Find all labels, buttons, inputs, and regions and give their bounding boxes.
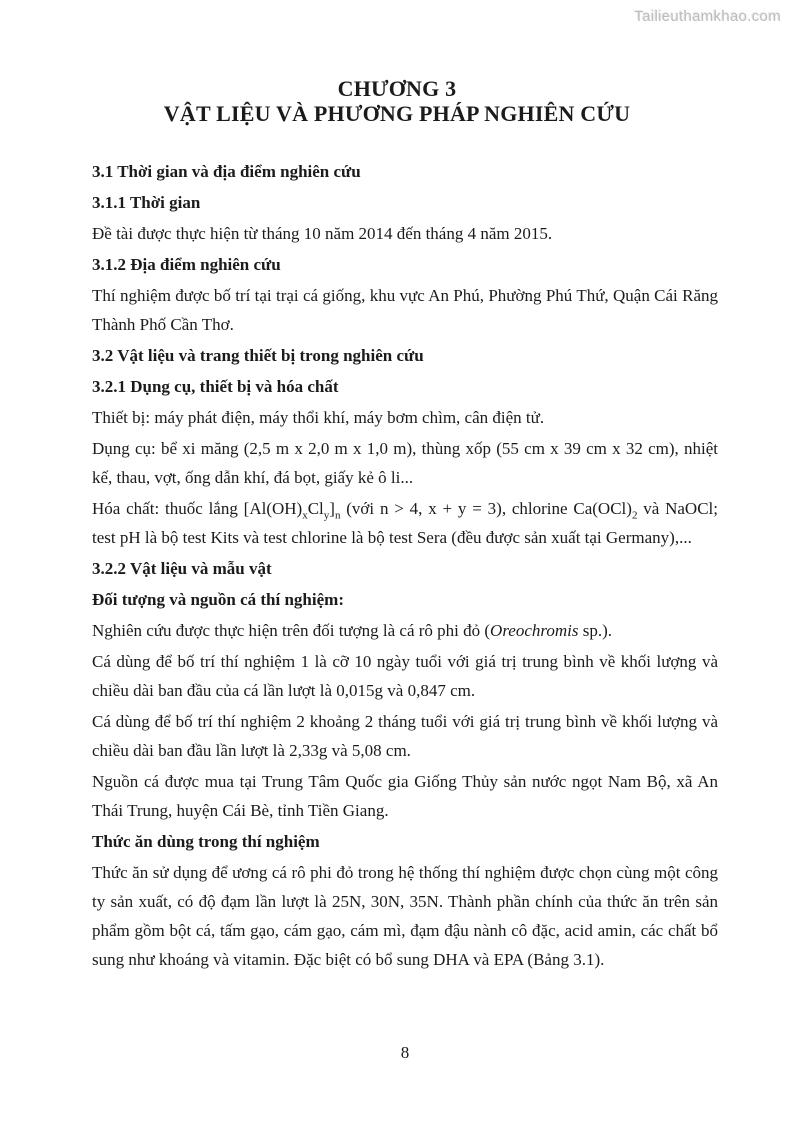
section-heading: 3.1.1 Thời gian — [92, 193, 201, 212]
paragraph: Hóa chất: thuốc lắng $[Al(OH)_xCl_y]_n$ (với n > 4, x + y = 3), chlorine $Ca(OCl)_2$ và NaOCl; test pH là bộ test Kits và test chlorine là bộ test Sera (đều được sản xuất tại Germany),... — [92, 499, 718, 547]
section-heading: 3.2.2 Vật liệu và mẫu vật — [92, 559, 272, 578]
paragraph: Thiết bị: máy phát điện, máy thổi khí, máy bơm chìm, cân điện tử. — [92, 408, 545, 427]
paragraph: Nguồn cá được mua tại Trung Tâm Quốc gia Giống Thủy sản nước ngọt Nam Bộ, xã An Thái Trung, huyện Cái Bè, tỉnh Tiền Giang. — [92, 772, 718, 820]
watermark-text: Tailieuthamkhao.com — [634, 8, 781, 25]
page-number: 8 — [400, 1043, 410, 1062]
chapter-number: CHƯƠNG 3 — [337, 76, 457, 101]
paragraph: Thức ăn sử dụng để ương cá rô phi đỏ trong hệ thống thí nghiệm được chọn cùng một công ty sản xuất, có độ đạm lần lượt là 25N, 30N, 35N. Thành phần chính của thức ăn trên sản phẩm gồm bột cá, tấm gạo, cám gạo, cám mì, đạm đậu nành cô đặc, acid amin, các chất bổ sung như khoáng và vitamin. Đặc biệt có bổ sung DHA và EPA (Bảng 3.1). — [92, 863, 718, 969]
section-heading: 3.1 Thời gian và địa điểm nghiên cứu — [92, 162, 361, 181]
section-heading: Đối tượng và nguồn cá thí nghiệm: — [92, 590, 344, 609]
section-heading: 3.1.2 Địa điểm nghiên cứu — [92, 255, 281, 274]
paragraph: Cá dùng để bố trí thí nghiệm 2 khoảng 2 tháng tuổi với giá trị trung bình về khối lượng và chiều dài ban đầu lần lượt là 2,33g và 5,08 cm. — [92, 712, 718, 760]
paragraph: Cá dùng để bố trí thí nghiệm 1 là cỡ 10 ngày tuổi với giá trị trung bình về khối lượng và chiều dài ban đầu của cá lần lượt là 0,015g và 0,847 cm. — [92, 652, 718, 700]
document-body — [92, 157, 718, 974]
chapter-name: VẬT LIỆU VÀ PHƯƠNG PHÁP NGHIÊN CỨU — [163, 101, 631, 126]
paragraph: Dụng cụ: bể xi măng (2,5 m x 2,0 m x 1,0 m), thùng xốp (55 cm x 39 cm x 32 cm), nhiệt kế, thau, vợt, ống dẫn khí, đá bọt, giấy kẻ ô li... — [92, 439, 718, 487]
paragraph: Thí nghiệm được bố trí tại trại cá giống, khu vực An Phú, Phường Phú Thứ, Quận Cái Răng Thành Phố Cần Thơ. — [92, 286, 718, 334]
section-heading: 3.2 Vật liệu và trang thiết bị trong nghiên cứu — [92, 346, 424, 365]
section-heading: Thức ăn dùng trong thí nghiệm — [92, 832, 320, 851]
paragraph: Đề tài được thực hiện từ tháng 10 năm 2014 đến tháng 4 năm 2015. — [92, 224, 553, 243]
section-heading: 3.2.1 Dụng cụ, thiết bị và hóa chất — [92, 377, 339, 396]
paragraph: Nghiên cứu được thực hiện trên đối tượng là cá rô phi đỏ (Oreochromis sp.). — [92, 621, 613, 640]
